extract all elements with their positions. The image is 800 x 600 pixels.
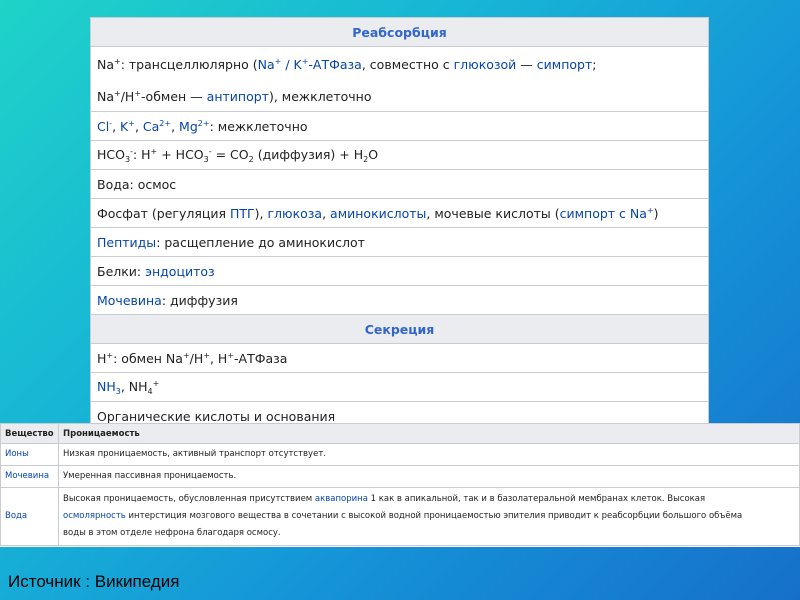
link-aquaporin[interactable]: аквапорина: [314, 494, 368, 504]
transport-table: [90, 17, 709, 431]
cell-ions-text: Низкая проницаемость, активный транспорт отсутствует.: [59, 444, 800, 466]
text: : расщепление до аминокислот: [156, 234, 365, 250]
row-ions: [91, 112, 709, 141]
link-symport-na[interactable]: [560, 206, 654, 221]
link-symport[interactable]: симпорт: [536, 57, 593, 72]
text: Na: [97, 57, 115, 72]
sub: 3: [115, 386, 121, 396]
text: H: [97, 350, 107, 366]
sup: +: [150, 146, 158, 156]
row-water: Вода: осмос: [91, 170, 709, 199]
sup: -: [130, 146, 133, 156]
text: HCO: [97, 146, 125, 162]
text: ,: [322, 205, 331, 221]
renal-transport-table: [90, 17, 709, 424]
row-organic-acids: Органические кислоты и основания: [91, 402, 709, 431]
row-peptides: [91, 228, 709, 257]
text: -обмен —: [141, 89, 207, 104]
row-bicarbonate: [91, 141, 709, 170]
text: O: [368, 146, 379, 162]
text: ): [653, 205, 659, 221]
sub: 3: [124, 154, 131, 164]
link-ions[interactable]: Ионы: [5, 449, 29, 459]
text: / K: [281, 57, 302, 72]
link-osmolarity[interactable]: осмолярность: [63, 511, 126, 521]
row-sodium-line2: [97, 79, 702, 111]
link-glucose[interactable]: глюкозой: [453, 57, 517, 72]
text: , совместно с: [361, 57, 454, 72]
sup: +: [114, 89, 121, 98]
text: ;: [592, 57, 597, 72]
cell-water-text: [59, 488, 800, 546]
permeability-table-wrap: [0, 423, 800, 547]
text: ,: [112, 118, 121, 134]
sup: -: [208, 146, 212, 156]
text: Фосфат (регуляция: [97, 205, 230, 221]
text: , H: [209, 350, 228, 366]
text: 1 как в апикальной, так и в базолатеральной мембранах клеток. Высокая: [367, 494, 706, 504]
link-peptides[interactable]: Пептиды: [97, 234, 157, 250]
secretion-header: Секреция: [91, 315, 709, 344]
link-antiport[interactable]: антипорт: [206, 89, 269, 104]
text: (диффузия) + H: [253, 146, 364, 162]
link-endocytosis[interactable]: эндоцитоз: [145, 263, 215, 279]
row-urea: [91, 286, 709, 315]
text: NH: [97, 378, 116, 394]
text: ,: [171, 118, 180, 134]
text: + HCO: [157, 146, 204, 162]
sup: +: [134, 89, 142, 98]
sup: 2+: [197, 118, 210, 128]
sup: +: [152, 378, 160, 388]
text: Белки:: [97, 263, 146, 279]
text: , мочевые кислоты (: [426, 205, 560, 221]
text: ), межклеточно: [268, 89, 372, 104]
sup: +: [128, 118, 135, 128]
text: : обмен Na: [113, 350, 183, 366]
sup: -: [109, 118, 113, 128]
link-chloride[interactable]: [97, 119, 112, 134]
text: ),: [254, 205, 268, 221]
link-calcium[interactable]: [143, 119, 171, 134]
text: : межклеточно: [209, 118, 308, 134]
text: Cl: [97, 118, 110, 134]
link-na-k-atpase[interactable]: [258, 57, 362, 72]
text: : H: [132, 146, 151, 162]
text: /H: [120, 89, 135, 104]
sub: 4: [147, 386, 153, 396]
sub: 2: [248, 154, 254, 164]
text: , NH: [120, 378, 148, 394]
sup: +: [646, 205, 654, 215]
row-proteins: [91, 257, 709, 286]
sub: 3: [203, 154, 209, 164]
link-urea-2[interactable]: Мочевина: [5, 471, 50, 481]
text: : диффузия: [161, 292, 238, 308]
source-caption: Источник : Википедия: [8, 572, 180, 591]
link-urea[interactable]: Мочевина: [97, 292, 162, 308]
row-sodium-line1: [97, 47, 702, 79]
link-water[interactable]: Вода: [5, 511, 28, 521]
sup: 2+: [159, 118, 172, 128]
text: ,: [134, 118, 143, 134]
text: Na: [97, 89, 115, 104]
link-magnesium[interactable]: [179, 119, 210, 134]
text: -АТФаза: [234, 350, 288, 366]
text: Na: [257, 57, 275, 72]
sup: +: [114, 57, 121, 66]
cell-urea-text: Умеренная пассивная проницаемость.: [59, 466, 800, 488]
sup: +: [227, 350, 235, 360]
text: интерстиция мозгового вещества в сочетании с высокой водной проницаемостью эпителия приводит к реабсорбции большого объёма: [125, 511, 743, 521]
link-ammonia[interactable]: [97, 379, 121, 394]
sup: +: [274, 57, 282, 66]
row-sodium: [91, 47, 709, 112]
col-permeability: Проницаемость: [59, 424, 800, 444]
sup: +: [301, 57, 309, 66]
text: = CO: [211, 146, 249, 162]
link-amino-acids[interactable]: аминокислоты: [330, 205, 427, 221]
row-phosphate: [91, 199, 709, 228]
sub: 2: [363, 154, 369, 164]
link-glucose-2[interactable]: глюкоза: [267, 205, 323, 221]
link-pth[interactable]: ПТГ: [229, 205, 255, 221]
reabsorption-header: Реабсорбция: [91, 18, 709, 47]
text: Mg: [179, 118, 198, 134]
text: симпорт с Na: [559, 205, 647, 221]
text: —: [516, 57, 537, 72]
col-substance: Вещество: [1, 424, 59, 444]
text: Высокая проницаемость, обусловленная присутствием: [63, 494, 315, 504]
text: K: [120, 118, 129, 134]
permeability-table: [0, 423, 800, 546]
text: воды в этом отделе нефрона благодаря осмосу.: [63, 528, 281, 538]
text: -АТФаза: [308, 57, 362, 72]
sup: +: [106, 350, 114, 360]
row-hydrogen: [91, 344, 709, 373]
text: : трансцеллюлярно (: [120, 57, 258, 72]
row-ammonia: [91, 373, 709, 402]
text: Ca: [142, 118, 160, 134]
sup: +: [182, 350, 190, 360]
text: /H: [189, 350, 204, 366]
sup: +: [203, 350, 210, 360]
link-potassium[interactable]: [120, 119, 135, 134]
